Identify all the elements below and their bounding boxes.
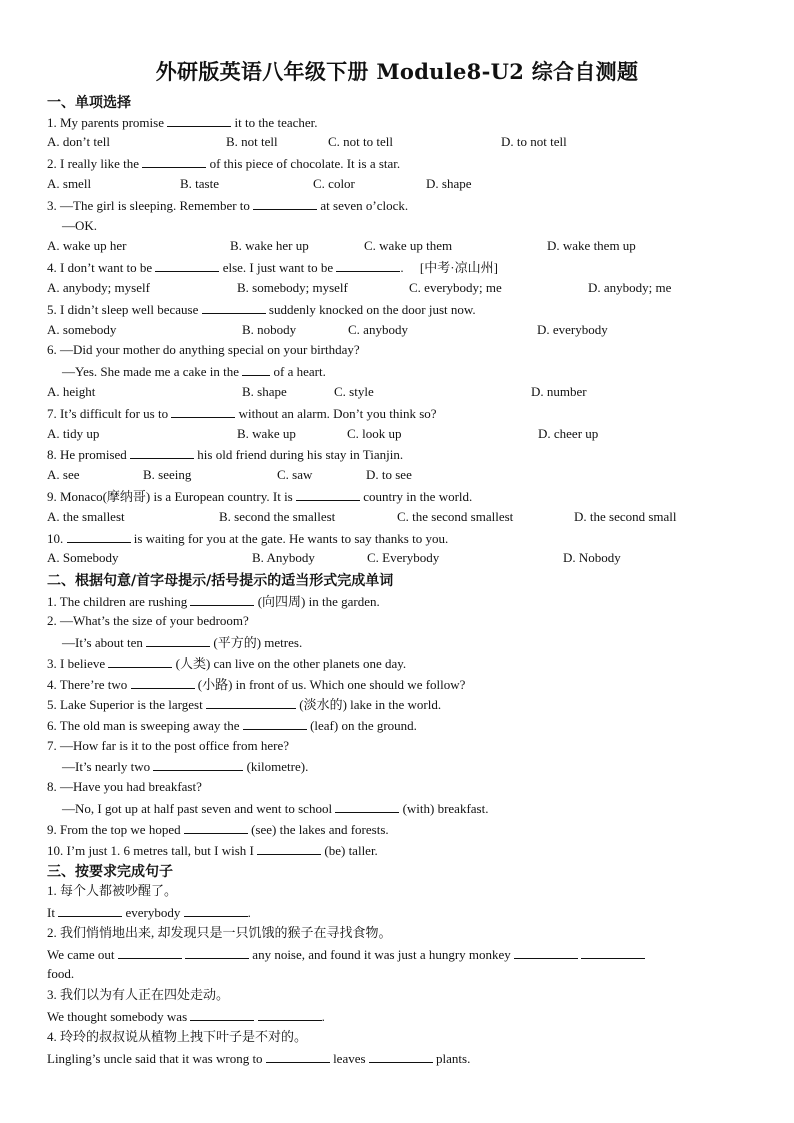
option-d[interactable]: D. to not tell [501, 134, 567, 149]
fill-item: 10. I’m just 1. 6 metres tall, but I wish I (be) taller. [47, 843, 378, 858]
fill-item: 5. Lake Superior is the largest (淡水的) lake in the world. [47, 697, 442, 712]
question-8: 8. He promised his old friend during his stay in Tianjin. [47, 447, 404, 462]
source-tag: [中考·凉山州] [419, 260, 498, 275]
option-d[interactable]: D. number [531, 384, 587, 399]
option-c[interactable]: C. the second smallest [397, 509, 514, 524]
answer-blank[interactable] [257, 842, 321, 855]
answer-blank[interactable] [171, 405, 235, 418]
fill-item: 3. I believe (人类) can live on the other planets one day. [47, 656, 407, 671]
answer-blank[interactable] [296, 488, 360, 501]
fill-item: —It’s about ten (平方的) metres. [62, 635, 303, 650]
fill-item: —No, I got up at half past seven and went to school (with) breakfast. [62, 801, 489, 816]
fill-item: 7. —How far is it to the post office from here? [47, 738, 289, 753]
option-a[interactable]: A. height [47, 384, 96, 399]
translation-answer-cont: food. [47, 966, 75, 981]
option-d[interactable]: D. cheer up [538, 426, 599, 441]
answer-blank[interactable] [369, 1050, 433, 1063]
section1-heading: 一、单项选择 [47, 95, 131, 111]
option-d[interactable]: D. to see [366, 467, 412, 482]
answer-blank[interactable] [167, 114, 231, 127]
option-c[interactable]: C. color [313, 176, 355, 191]
answer-blank[interactable] [108, 655, 172, 668]
question-9: 9. Monaco(摩纳哥) is a European country. It is country in the world. [47, 489, 473, 504]
option-d[interactable]: D. shape [426, 176, 472, 191]
option-c[interactable]: C. look up [347, 426, 402, 441]
option-b[interactable]: B. wake her up [230, 238, 309, 253]
answer-blank[interactable] [202, 301, 266, 314]
answer-blank[interactable] [153, 758, 243, 771]
question-4: 4. I don’t want to be else. I just want to be . [中考·凉山州] [47, 260, 498, 275]
question-5: 5. I didn’t sleep well because suddenly knocked on the door just now. [47, 302, 476, 317]
option-c[interactable]: C. style [334, 384, 374, 399]
fill-item: 2. —What’s the size of your bedroom? [47, 613, 249, 628]
answer-blank[interactable] [142, 155, 206, 168]
question-3-reply: —OK. [62, 218, 98, 233]
answer-blank[interactable] [185, 946, 249, 959]
option-c[interactable]: C. wake up them [364, 238, 453, 253]
answer-blank[interactable] [243, 717, 307, 730]
option-d[interactable]: D. Nobody [563, 550, 621, 565]
question-6-reply: —Yes. She made me a cake in the of a heart. [62, 364, 326, 379]
fill-item: —It’s nearly two (kilometre). [62, 759, 309, 774]
answer-blank[interactable] [58, 904, 122, 917]
translation-prompt: 1. 每个人都被吵醒了。 [47, 883, 178, 898]
translation-prompt: 3. 我们以为有人正在四处走动。 [47, 987, 230, 1002]
fill-item: 9. From the top we hoped (see) the lakes and forests. [47, 822, 389, 837]
question-10: 10. is waiting for you at the gate. He wants to say thanks to you. [47, 531, 449, 546]
option-c[interactable]: C. everybody; me [409, 280, 502, 295]
option-c[interactable]: C. anybody [348, 322, 408, 337]
translation-answer: We thought somebody was . [47, 1009, 325, 1024]
option-a[interactable]: A. see [47, 467, 80, 482]
option-b[interactable]: B. seeing [143, 467, 192, 482]
translation-answer: Lingling’s uncle said that it was wrong to leaves plants. [47, 1051, 471, 1066]
answer-blank[interactable] [514, 946, 578, 959]
option-d[interactable]: D. the second small [574, 509, 677, 524]
answer-blank[interactable] [184, 904, 248, 917]
question-7: 7. It’s difficult for us to without an alarm. Don’t you think so? [47, 406, 437, 421]
answer-blank[interactable] [67, 530, 131, 543]
option-b[interactable]: B. second the smallest [219, 509, 336, 524]
answer-blank[interactable] [258, 1008, 322, 1021]
option-a[interactable]: A. wake up her [47, 238, 127, 253]
answer-blank[interactable] [146, 634, 210, 647]
answer-blank[interactable] [336, 259, 400, 272]
translation-answer: It everybody . [47, 905, 251, 920]
option-a[interactable]: A. smell [47, 176, 92, 191]
option-b[interactable]: B. somebody; myself [237, 280, 348, 295]
option-a[interactable]: A. Somebody [47, 550, 119, 565]
section2-heading: 二、根据句意/首字母提示/括号提示的适当形式完成单词 [47, 573, 394, 589]
translation-prompt: 4. 玲玲的叔叔说从植物上拽下叶子是不对的。 [47, 1029, 308, 1044]
option-d[interactable]: D. wake them up [547, 238, 636, 253]
option-c[interactable]: C. Everybody [367, 550, 440, 565]
answer-blank[interactable] [118, 946, 182, 959]
answer-blank[interactable] [184, 821, 248, 834]
option-a[interactable]: A. tidy up [47, 426, 100, 441]
option-a[interactable]: A. anybody; myself [47, 280, 150, 295]
option-b[interactable]: B. taste [180, 176, 219, 191]
section3-heading: 三、按要求完成句子 [47, 864, 173, 880]
fill-item: 1. The children are rushing (向四周) in the garden. [47, 594, 380, 609]
answer-blank[interactable] [190, 1008, 254, 1021]
answer-blank[interactable] [335, 800, 399, 813]
option-b[interactable]: B. Anybody [252, 550, 315, 565]
answer-blank[interactable] [266, 1050, 330, 1063]
option-b[interactable]: B. nobody [242, 322, 297, 337]
answer-blank[interactable] [581, 946, 645, 959]
translation-answer: We came out any noise, and found it was just a hungry monkey [47, 946, 645, 963]
answer-blank[interactable] [242, 363, 270, 376]
option-d[interactable]: D. anybody; me [588, 280, 672, 295]
fill-item: 6. The old man is sweeping away the (leaf) on the ground. [47, 718, 417, 733]
option-c[interactable]: C. not to tell [328, 134, 393, 149]
question-2: 2. I really like the of this piece of chocolate. It is a star. [47, 156, 401, 171]
answer-blank[interactable] [130, 446, 194, 459]
option-b[interactable]: B. wake up [237, 426, 296, 441]
option-b[interactable]: B. not tell [226, 134, 278, 149]
fill-item: 4. There’re two (小路) in front of us. Which one should we follow? [47, 677, 466, 692]
answer-blank[interactable] [253, 197, 317, 210]
answer-blank[interactable] [206, 696, 296, 709]
answer-blank[interactable] [190, 593, 254, 606]
option-b[interactable]: B. shape [242, 384, 287, 399]
question-3: 3. —The girl is sleeping. Remember to at seven o’clock. [47, 198, 409, 213]
answer-blank[interactable] [131, 676, 195, 689]
page-title: 外研版英语八年级下册 Module8-U2 综合自测题 [155, 59, 639, 84]
translation-prompt: 2. 我们悄悄地出来, 却发现只是一只饥饿的猴子在寻找食物。 [47, 925, 392, 940]
option-a[interactable]: A. the smallest [47, 509, 125, 524]
option-d[interactable]: D. everybody [537, 322, 608, 337]
option-a[interactable]: A. somebody [47, 322, 117, 337]
question-6: 6. —Did your mother do anything special on your birthday? [47, 342, 360, 357]
fill-item: 8. —Have you had breakfast? [47, 779, 202, 794]
answer-blank[interactable] [155, 259, 219, 272]
option-a[interactable]: A. don’t tell [47, 134, 110, 149]
question-1: 1. My parents promise it to the teacher. [47, 115, 318, 130]
option-c[interactable]: C. saw [277, 467, 313, 482]
